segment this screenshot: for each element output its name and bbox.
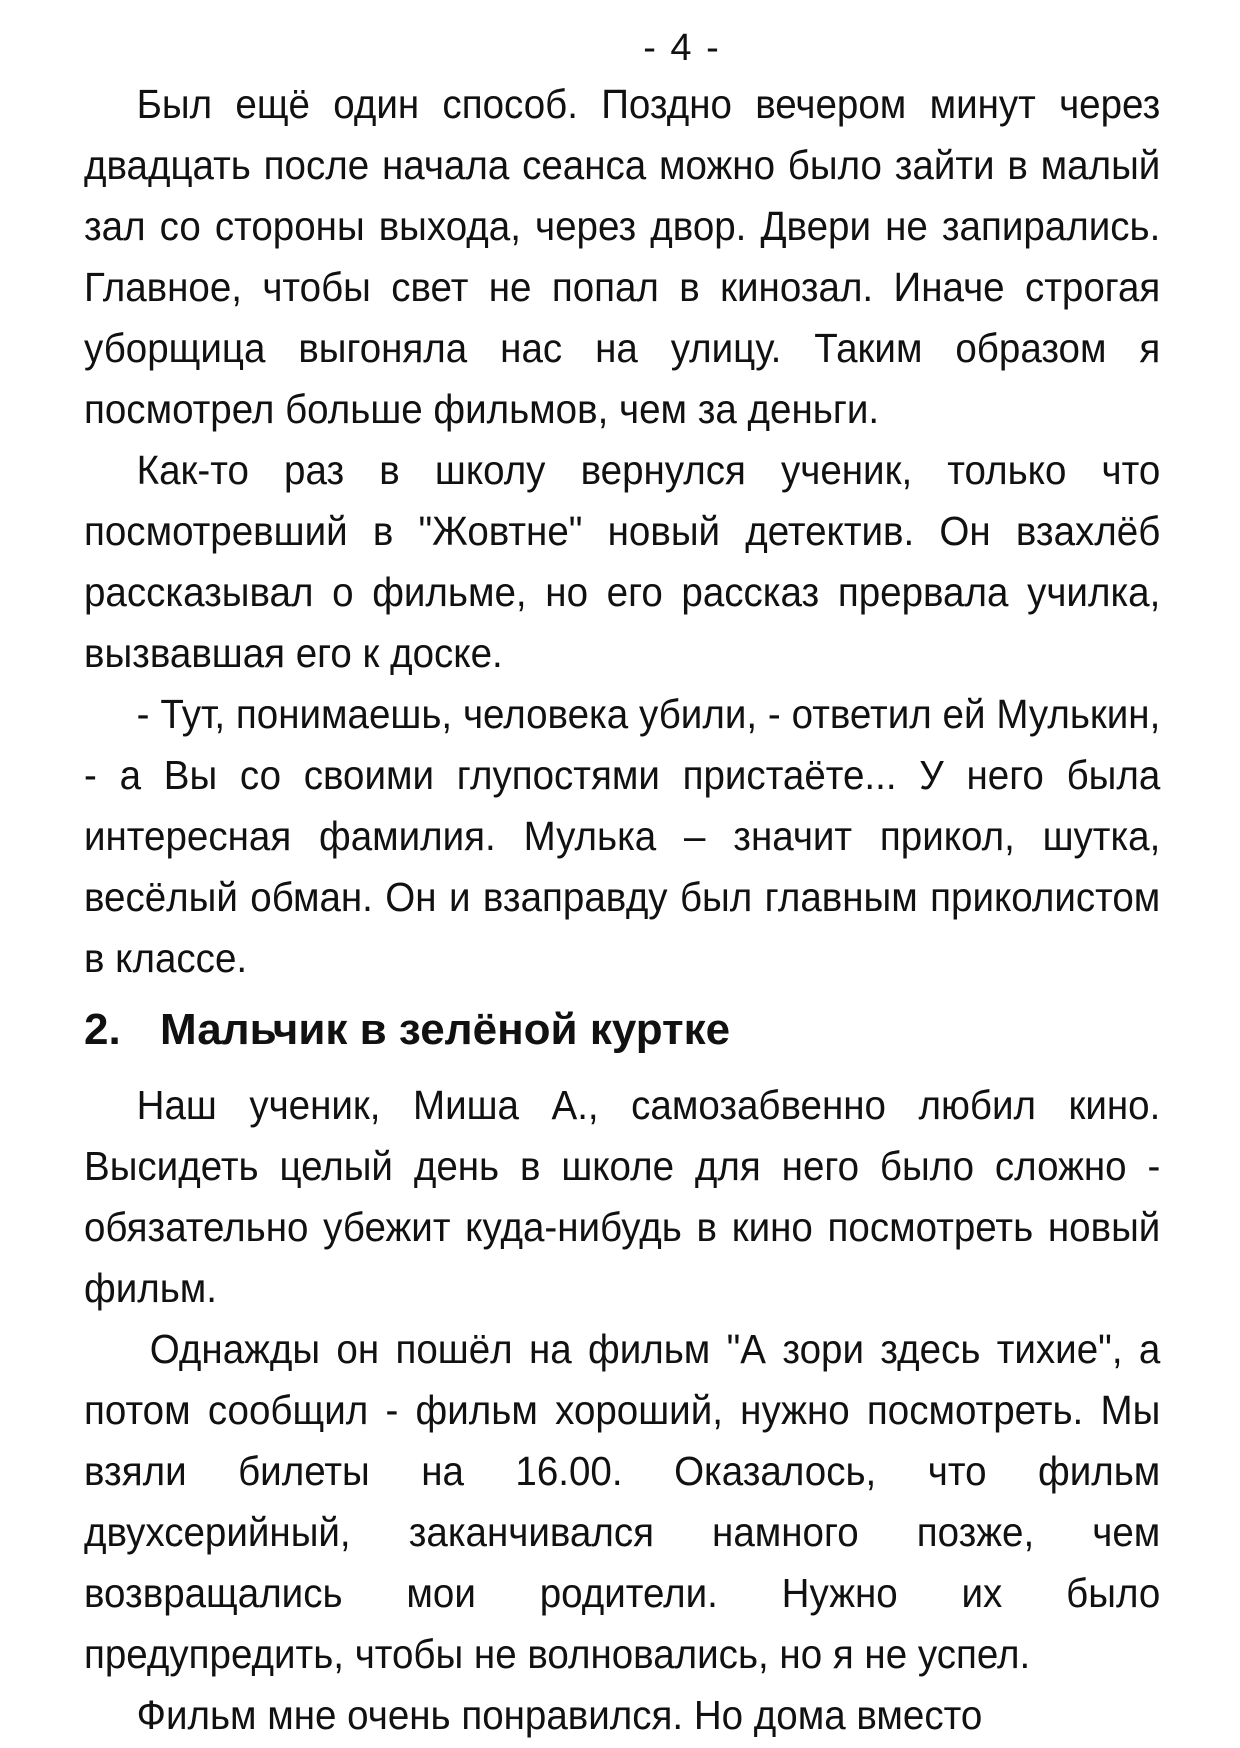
paragraph: Однажды он пошёл на фильм "А зори здесь тихие", а потом сообщил - фильм хороший, нужно посмотреть. Мы взяли билеты на 16.00. Оказалось, что фильм двухсерийный, заканчивался намного позже, чем возвращались мои родители. Нужно их было предупредить, чтобы не волновались, но я не успел. bbox=[84, 1326, 1161, 1677]
document-page bbox=[84, 22, 1160, 1746]
section-number: 2. bbox=[84, 1005, 121, 1054]
paragraph: - Тут, понимаешь, человека убили, - ответил ей Мулькин, - а Вы со своими глупостями пристаёте... У него была интересная фамилия. Мулька – значит прикол, шутка, весёлый обман. Он и взаправду был главным приколистом в классе. bbox=[84, 691, 1161, 981]
page-number: - 4 - bbox=[643, 27, 721, 69]
paragraph: Был ещё один способ. Поздно вечером минут через двадцать после начала сеанса можно было зайти в малый зал со стороны выхода, через двор. Двери не запирались. Главное, чтобы свет не попал в кинозал. Иначе строгая уборщица выгоняла нас на улицу. Таким образом я посмотрел больше фильмов, чем за деньги. bbox=[84, 81, 1161, 432]
paragraph: Наш ученик, Миша А., самозабвенно любил кино. Высидеть целый день в школе для него было сложно - обязательно убежит куда-нибудь в кино посмотреть новый фильм. bbox=[84, 1082, 1161, 1311]
section-heading bbox=[84, 999, 1160, 1061]
paragraph: Фильм мне очень понравился. Но дома вместо bbox=[136, 1692, 983, 1738]
paragraph: Как-то раз в школу вернулся ученик, только что посмотревший в "Жовтне" новый детектив. Он взахлёб рассказывал о фильме, но его рассказ прервала училка, вызвавшая его к доске. bbox=[84, 447, 1161, 676]
section-title: Мальчик в зелёной куртке bbox=[160, 1005, 731, 1054]
